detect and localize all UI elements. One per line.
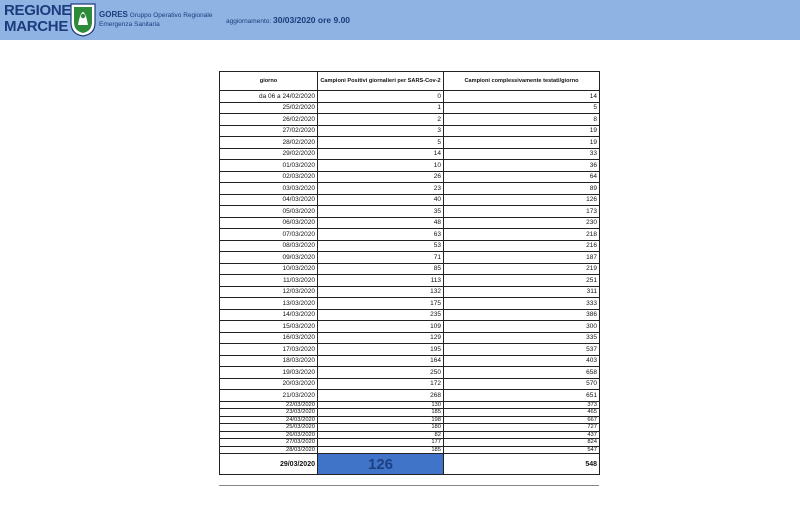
row-tested: 403	[444, 355, 600, 367]
row-positive: 0	[318, 91, 444, 103]
update-label: aggiornamento:	[226, 18, 272, 25]
row-tested: 651	[444, 390, 600, 402]
row-day: 18/03/2020	[220, 355, 318, 367]
row-tested: 219	[444, 263, 600, 275]
row-day: 02/03/2020	[220, 171, 318, 183]
row-tested: 8	[444, 114, 600, 126]
row-positive: 250	[318, 367, 444, 379]
row-day: 05/03/2020	[220, 206, 318, 218]
row-day: 26/03/2020	[220, 431, 318, 439]
table-row	[220, 102, 600, 114]
row-day: 26/02/2020	[220, 114, 318, 126]
row-tested: 230	[444, 217, 600, 229]
update-value: 30/03/2020 ore 9.00	[272, 15, 351, 25]
row-day: 19/03/2020	[220, 367, 318, 379]
row-day: 21/03/2020	[220, 390, 318, 402]
row-day: 10/03/2020	[220, 263, 318, 275]
table-row	[220, 344, 600, 356]
row-day: 27/02/2020	[220, 125, 318, 137]
table-header-row	[220, 72, 600, 91]
row-positive: 10	[318, 160, 444, 172]
row-positive: 82	[318, 431, 444, 439]
table-row	[220, 416, 600, 424]
table-row	[220, 367, 600, 379]
region-emblem-icon	[70, 3, 96, 37]
org-name: GORES	[99, 10, 128, 19]
org-block	[99, 10, 212, 29]
org-line-1: Gruppo Operativo Regionale	[129, 12, 213, 19]
table-row	[220, 229, 600, 241]
row-day: 28/02/2020	[220, 137, 318, 149]
row-positive: 48	[318, 217, 444, 229]
table-row	[220, 401, 600, 409]
table-row	[220, 309, 600, 321]
row-tested: 547	[444, 446, 600, 454]
row-tested: 667	[444, 416, 600, 424]
row-positive: 180	[318, 424, 444, 432]
row-tested: 5	[444, 102, 600, 114]
table-row	[220, 321, 600, 333]
region-logo-text	[4, 3, 71, 35]
row-day: 15/03/2020	[220, 321, 318, 333]
row-day: 01/03/2020	[220, 160, 318, 172]
table-row	[220, 286, 600, 298]
row-positive: 175	[318, 298, 444, 310]
row-day: 03/03/2020	[220, 183, 318, 195]
table-row	[220, 125, 600, 137]
row-tested: 333	[444, 298, 600, 310]
row-tested: 300	[444, 321, 600, 333]
footer-divider	[219, 485, 599, 486]
table-row	[220, 206, 600, 218]
row-tested: 19	[444, 125, 600, 137]
row-day: 27/03/2020	[220, 439, 318, 447]
row-positive: 2	[318, 114, 444, 126]
latest-day: 29/03/2020	[220, 454, 318, 475]
table-row	[220, 217, 600, 229]
row-tested: 187	[444, 252, 600, 264]
row-day: 20/03/2020	[220, 378, 318, 390]
table-row	[220, 183, 600, 195]
table-row	[220, 171, 600, 183]
row-positive: 5	[318, 137, 444, 149]
latest-positive-highlight: 126	[318, 454, 444, 475]
row-day: da 06 a 24/02/2020	[220, 91, 318, 103]
row-positive: 130	[318, 401, 444, 409]
row-tested: 14	[444, 91, 600, 103]
row-day: 12/03/2020	[220, 286, 318, 298]
row-positive: 113	[318, 275, 444, 287]
row-positive: 23	[318, 183, 444, 195]
column-header-tested: Campioni complessivamente testati/giorno	[444, 72, 600, 91]
row-tested: 537	[444, 344, 600, 356]
table-row	[220, 298, 600, 310]
samples-table	[219, 71, 600, 475]
row-day: 09/03/2020	[220, 252, 318, 264]
row-day: 14/03/2020	[220, 309, 318, 321]
row-day: 23/03/2020	[220, 409, 318, 417]
table-row	[220, 355, 600, 367]
row-tested: 386	[444, 309, 600, 321]
table-row	[220, 409, 600, 417]
table-row	[220, 137, 600, 149]
table-row	[220, 148, 600, 160]
row-day: 16/03/2020	[220, 332, 318, 344]
row-tested: 727	[444, 424, 600, 432]
row-positive: 132	[318, 286, 444, 298]
update-info	[226, 15, 350, 25]
table-row	[220, 240, 600, 252]
row-positive: 195	[318, 344, 444, 356]
row-positive: 40	[318, 194, 444, 206]
row-day: 11/03/2020	[220, 275, 318, 287]
row-positive: 53	[318, 240, 444, 252]
row-day: 07/03/2020	[220, 229, 318, 241]
table-row	[220, 275, 600, 287]
row-day: 08/03/2020	[220, 240, 318, 252]
row-positive: 26	[318, 171, 444, 183]
row-positive: 85	[318, 263, 444, 275]
table-row	[220, 252, 600, 264]
row-tested: 36	[444, 160, 600, 172]
row-tested: 173	[444, 206, 600, 218]
row-positive: 71	[318, 252, 444, 264]
row-positive: 185	[318, 409, 444, 417]
row-day: 22/03/2020	[220, 401, 318, 409]
row-tested: 89	[444, 183, 600, 195]
row-day: 29/02/2020	[220, 148, 318, 160]
row-tested: 824	[444, 439, 600, 447]
table-row	[220, 446, 600, 454]
column-header-day: giorno	[220, 72, 318, 91]
table-row	[220, 378, 600, 390]
row-positive: 14	[318, 148, 444, 160]
row-tested: 658	[444, 367, 600, 379]
row-tested: 570	[444, 378, 600, 390]
table-row	[220, 332, 600, 344]
table-row	[220, 439, 600, 447]
row-tested: 218	[444, 229, 600, 241]
row-day: 25/03/2020	[220, 424, 318, 432]
row-day: 13/03/2020	[220, 298, 318, 310]
table-row	[220, 194, 600, 206]
logo-line-1: REGIONE	[4, 2, 72, 19]
row-positive: 109	[318, 321, 444, 333]
row-day: 04/03/2020	[220, 194, 318, 206]
table-row	[220, 160, 600, 172]
row-positive: 172	[318, 378, 444, 390]
row-positive: 268	[318, 390, 444, 402]
page-header	[0, 0, 800, 40]
row-positive: 129	[318, 332, 444, 344]
table-body	[220, 91, 600, 454]
row-tested: 437	[444, 431, 600, 439]
row-tested: 33	[444, 148, 600, 160]
row-tested: 251	[444, 275, 600, 287]
row-day: 24/03/2020	[220, 416, 318, 424]
row-day: 06/03/2020	[220, 217, 318, 229]
table-row	[220, 390, 600, 402]
table-row	[220, 114, 600, 126]
row-day: 28/03/2020	[220, 446, 318, 454]
table-row-latest	[220, 454, 600, 475]
row-positive: 1	[318, 102, 444, 114]
table-row	[220, 431, 600, 439]
table-row	[220, 91, 600, 103]
row-positive: 3	[318, 125, 444, 137]
row-positive: 198	[318, 416, 444, 424]
org-line-2: Emergenza Sanitaria	[99, 21, 160, 28]
row-tested: 64	[444, 171, 600, 183]
table-row	[220, 263, 600, 275]
row-tested: 335	[444, 332, 600, 344]
row-positive: 164	[318, 355, 444, 367]
row-tested: 19	[444, 137, 600, 149]
latest-tested: 548	[444, 454, 600, 475]
row-tested: 311	[444, 286, 600, 298]
row-positive: 63	[318, 229, 444, 241]
row-positive: 35	[318, 206, 444, 218]
row-tested: 465	[444, 409, 600, 417]
row-tested: 216	[444, 240, 600, 252]
row-day: 25/02/2020	[220, 102, 318, 114]
row-tested: 126	[444, 194, 600, 206]
row-positive: 177	[318, 439, 444, 447]
table-row	[220, 424, 600, 432]
row-positive: 235	[318, 309, 444, 321]
row-tested: 373	[444, 401, 600, 409]
row-day: 17/03/2020	[220, 344, 318, 356]
logo-line-2: MARCHE	[4, 18, 69, 35]
row-positive: 185	[318, 446, 444, 454]
column-header-positive: Campioni Positivi giornalieri per SARS-Cov-2	[318, 72, 444, 91]
